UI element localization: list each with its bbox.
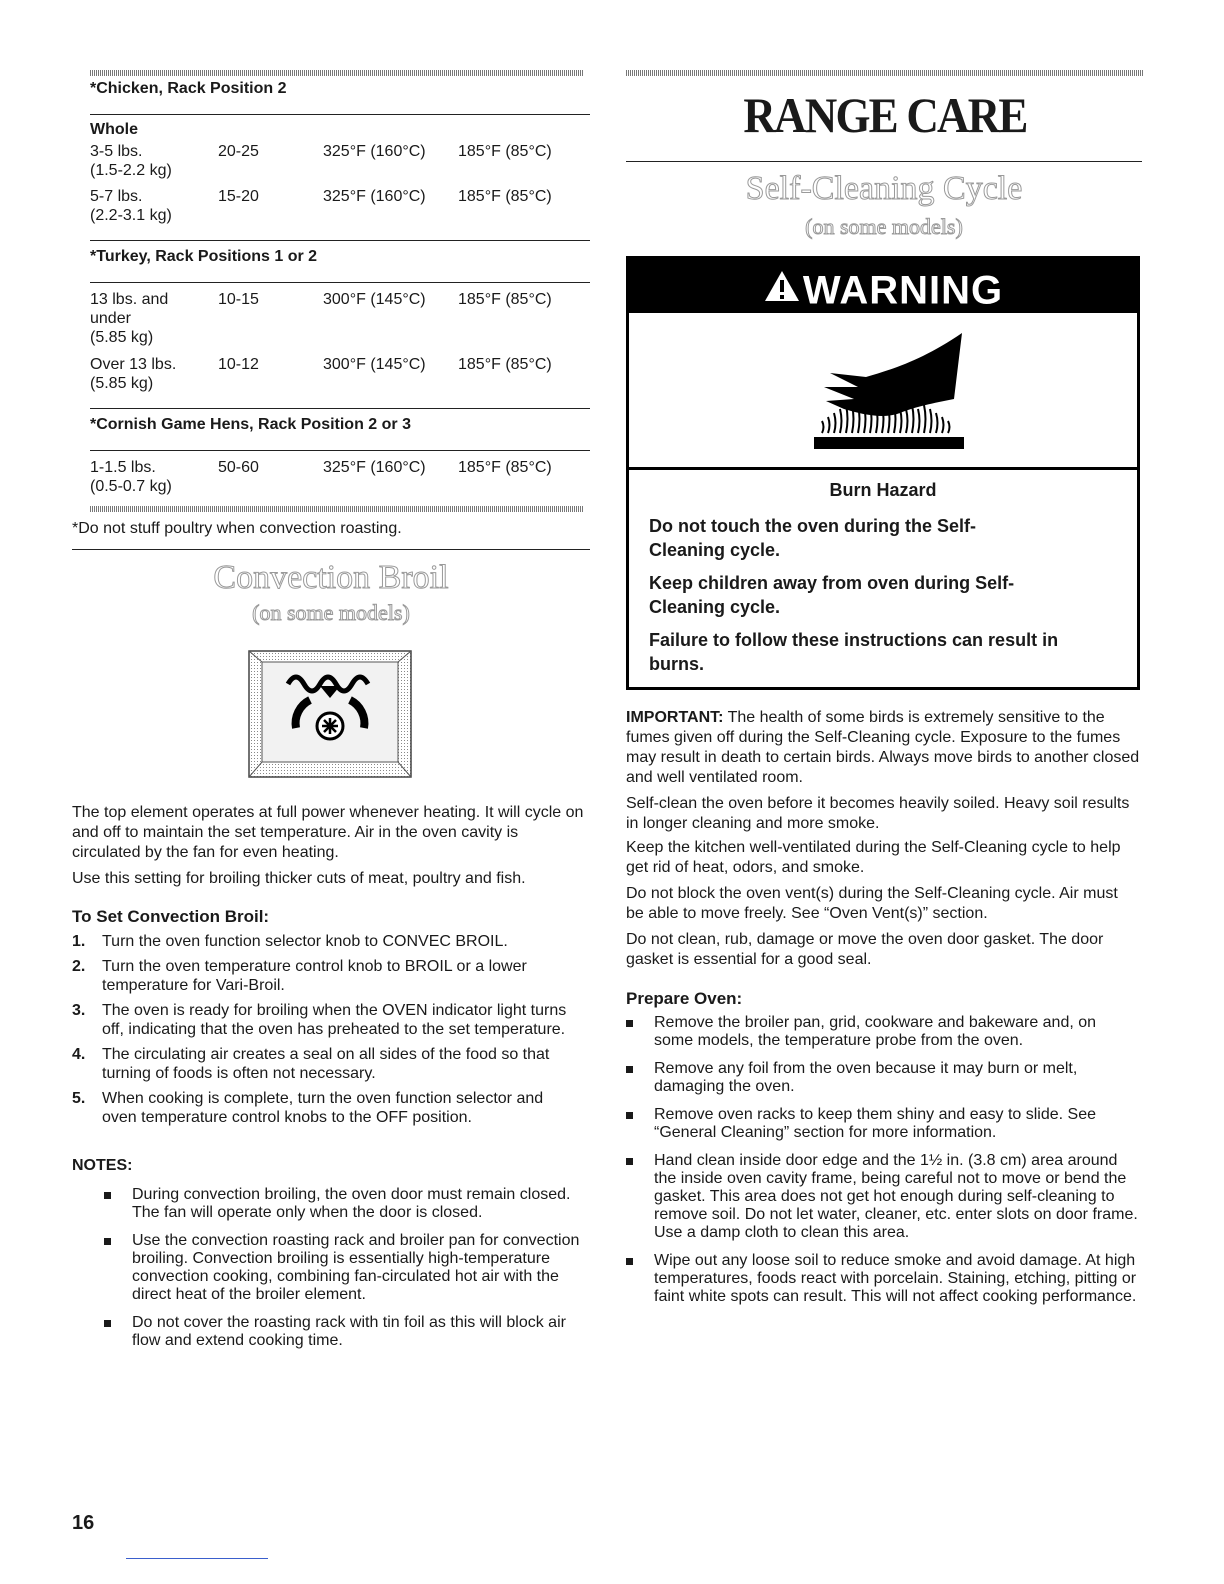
warning-line-1: Do not touch the oven during the Self-Cleaning cycle. [649, 516, 976, 560]
divider [90, 408, 590, 409]
divider [626, 161, 1142, 162]
table-footnote: *Do not stuff poultry when convection roasting. [72, 520, 402, 537]
burn-hazard-label: Burn Hazard [829, 480, 937, 500]
prepare-oven-list [624, 1014, 1138, 1316]
convection-broil-title: Convection Broil [213, 559, 449, 596]
divider [90, 114, 590, 115]
convection-broil-para-1: The top element operates at full power whenever heating. It will cycle on and off to maintain the set temperature. Air in the oven cavity is circulated by the fan for even heating. [72, 804, 584, 861]
roasting-table: *Chicken, Rack Position 2 Whole 3-5 lbs. (1.5-2.2 kg) 20-25 325°F (160°C) 185°F (85°C) 5-7 lbs. (2.2-3.1 kg) 15-20 325°F (160°C) 185°F (85°C) *Turkey, Rack Positions 1 or 2 13 lbs. and under (5.85 kg) 10-15 300°F (145°C) 185°F (85°C) Over 13 lbs. (5.85 kg) 10-12 300°F (145°C) 185°F (85°C) *Cornish Game Hens, Rack Position 2 or 3 1-1.5 lbs. (0.5-0.7 kg) 50-60 325°F (160°C) 185°F (85°C) [72, 0, 590, 520]
list-item: Hand clean inside door edge and the 1½ in. (3.8 cm) area around the inside oven cavity frame, being careful not to move or bend the gasket. This area does not get hot enough during self-cleaning to remove soil. Do not let water, cleaner, etc. enter slots on door frame. Use a damp cloth to clean this area. [624, 1152, 1138, 1242]
list-item: 3. The oven is ready for broiling when the OVEN indicator light turns off, indicating that the oven has preheated to the set temperature. [72, 1002, 567, 1038]
table-heading-turkey: *Turkey, Rack Positions 1 or 2 [90, 248, 318, 265]
table-bottom-hatch [90, 506, 584, 512]
steps-list [72, 932, 582, 1133]
table-subheading-whole: Whole [90, 121, 138, 138]
section-title: RANGE CARE [743, 87, 1027, 143]
convection-broil-para-2: Use this setting for broiling thicker cuts of meat, poultry and fish. [72, 870, 526, 887]
list-item: 5. When cooking is complete, turn the oven function selector and oven temperature control knobs to the OFF position. [72, 1090, 544, 1126]
notes-heading: NOTES: [72, 1157, 133, 1174]
list-item: Use the convection roasting rack and broiler pan for convection broiling. Convection broiling is essentially high-temperature convection cooking, combining fan-circulated hot air with the direct heat of the broiler element. [102, 1232, 590, 1304]
self-cleaning-subtitle: (on some models) [805, 214, 963, 239]
paragraph: Do not block the oven vent(s) during the Self-Cleaning cycle. Air must be able to move freely. See “Oven Vent(s)” section. [626, 885, 1118, 922]
convection-broil-subtitle: (on some models) [252, 600, 410, 625]
warning-separator [629, 467, 1137, 470]
list-item: During convection broiling, the oven door must remain closed. The fan will operate only when the door is closed. [102, 1186, 590, 1222]
list-item: 1. Turn the oven function selector knob to CONVEC BROIL. [72, 933, 508, 950]
list-item: 4. The circulating air creates a seal on all sides of the food so that turning of foods is often not necessary. [72, 1046, 550, 1082]
divider [90, 282, 590, 283]
top-hatch-right [626, 70, 1144, 76]
table-heading-cornish: *Cornish Game Hens, Rack Position 2 or 3 [90, 416, 411, 433]
warning-line-3: Failure to follow these instructions can result in burns. [649, 630, 1059, 674]
important-paragraph: IMPORTANT: The health of some birds is extremely sensitive to the fumes given off during the Self-Cleaning cycle. Exposure to the fumes may result in death to certain birds. Always move birds to another closed and well ventilated room. [626, 709, 1140, 786]
list-item: Remove the broiler pan, grid, cookware and bakeware and, on some models, the temperature probe from the oven. [624, 1014, 1138, 1050]
list-item: 2. Turn the oven temperature control knob to BROIL or a lower temperature for Vari-Broil. [72, 958, 527, 994]
convection-broil-icon [248, 650, 412, 778]
list-item: Do not cover the roasting rack with tin foil as this will block air flow and extend cooking time. [102, 1314, 590, 1350]
warning-line-2: Keep children away from oven during Self-Cleaning cycle. [649, 573, 1015, 617]
steps-heading: To Set Convection Broil: [72, 907, 270, 926]
list-item: Remove any foil from the oven because it may burn or melt, damaging the oven. [624, 1060, 1138, 1096]
divider [72, 549, 590, 550]
warning-box [626, 256, 1140, 690]
divider [90, 240, 590, 241]
prepare-oven-heading: Prepare Oven: [626, 989, 743, 1008]
warning-triangle-icon [763, 261, 801, 319]
self-cleaning-title: Self-Cleaning Cycle [745, 170, 1023, 207]
table-heading-chicken: *Chicken, Rack Position 2 [90, 80, 287, 97]
list-item: Wipe out any loose soil to reduce smoke and avoid damage. At high temperatures, foods react with porcelain. Staining, etching, pitting or faint white spots can result. This will not affect cooking performance. [624, 1252, 1138, 1306]
list-item: Remove oven racks to keep them shiny and easy to slide. See “General Cleaning” section for more information. [624, 1106, 1138, 1142]
paragraph: Do not clean, rub, damage or move the oven door gasket. The door gasket is essential for a good seal. [626, 931, 1104, 968]
notes-list [102, 1186, 590, 1360]
divider [90, 450, 590, 451]
footer-line [126, 1558, 268, 1559]
page-number: 16 [72, 1512, 95, 1534]
warning-banner: WARNING [629, 259, 1137, 313]
paragraph: Self-clean the oven before it becomes heavily soiled. Heavy soil results in longer cleaning and more smoke. [626, 795, 1130, 832]
burn-hazard-icon [814, 329, 964, 457]
paragraph: Keep the kitchen well-ventilated during the Self-Cleaning cycle to help get rid of heat, odors, and smoke. [626, 839, 1121, 876]
